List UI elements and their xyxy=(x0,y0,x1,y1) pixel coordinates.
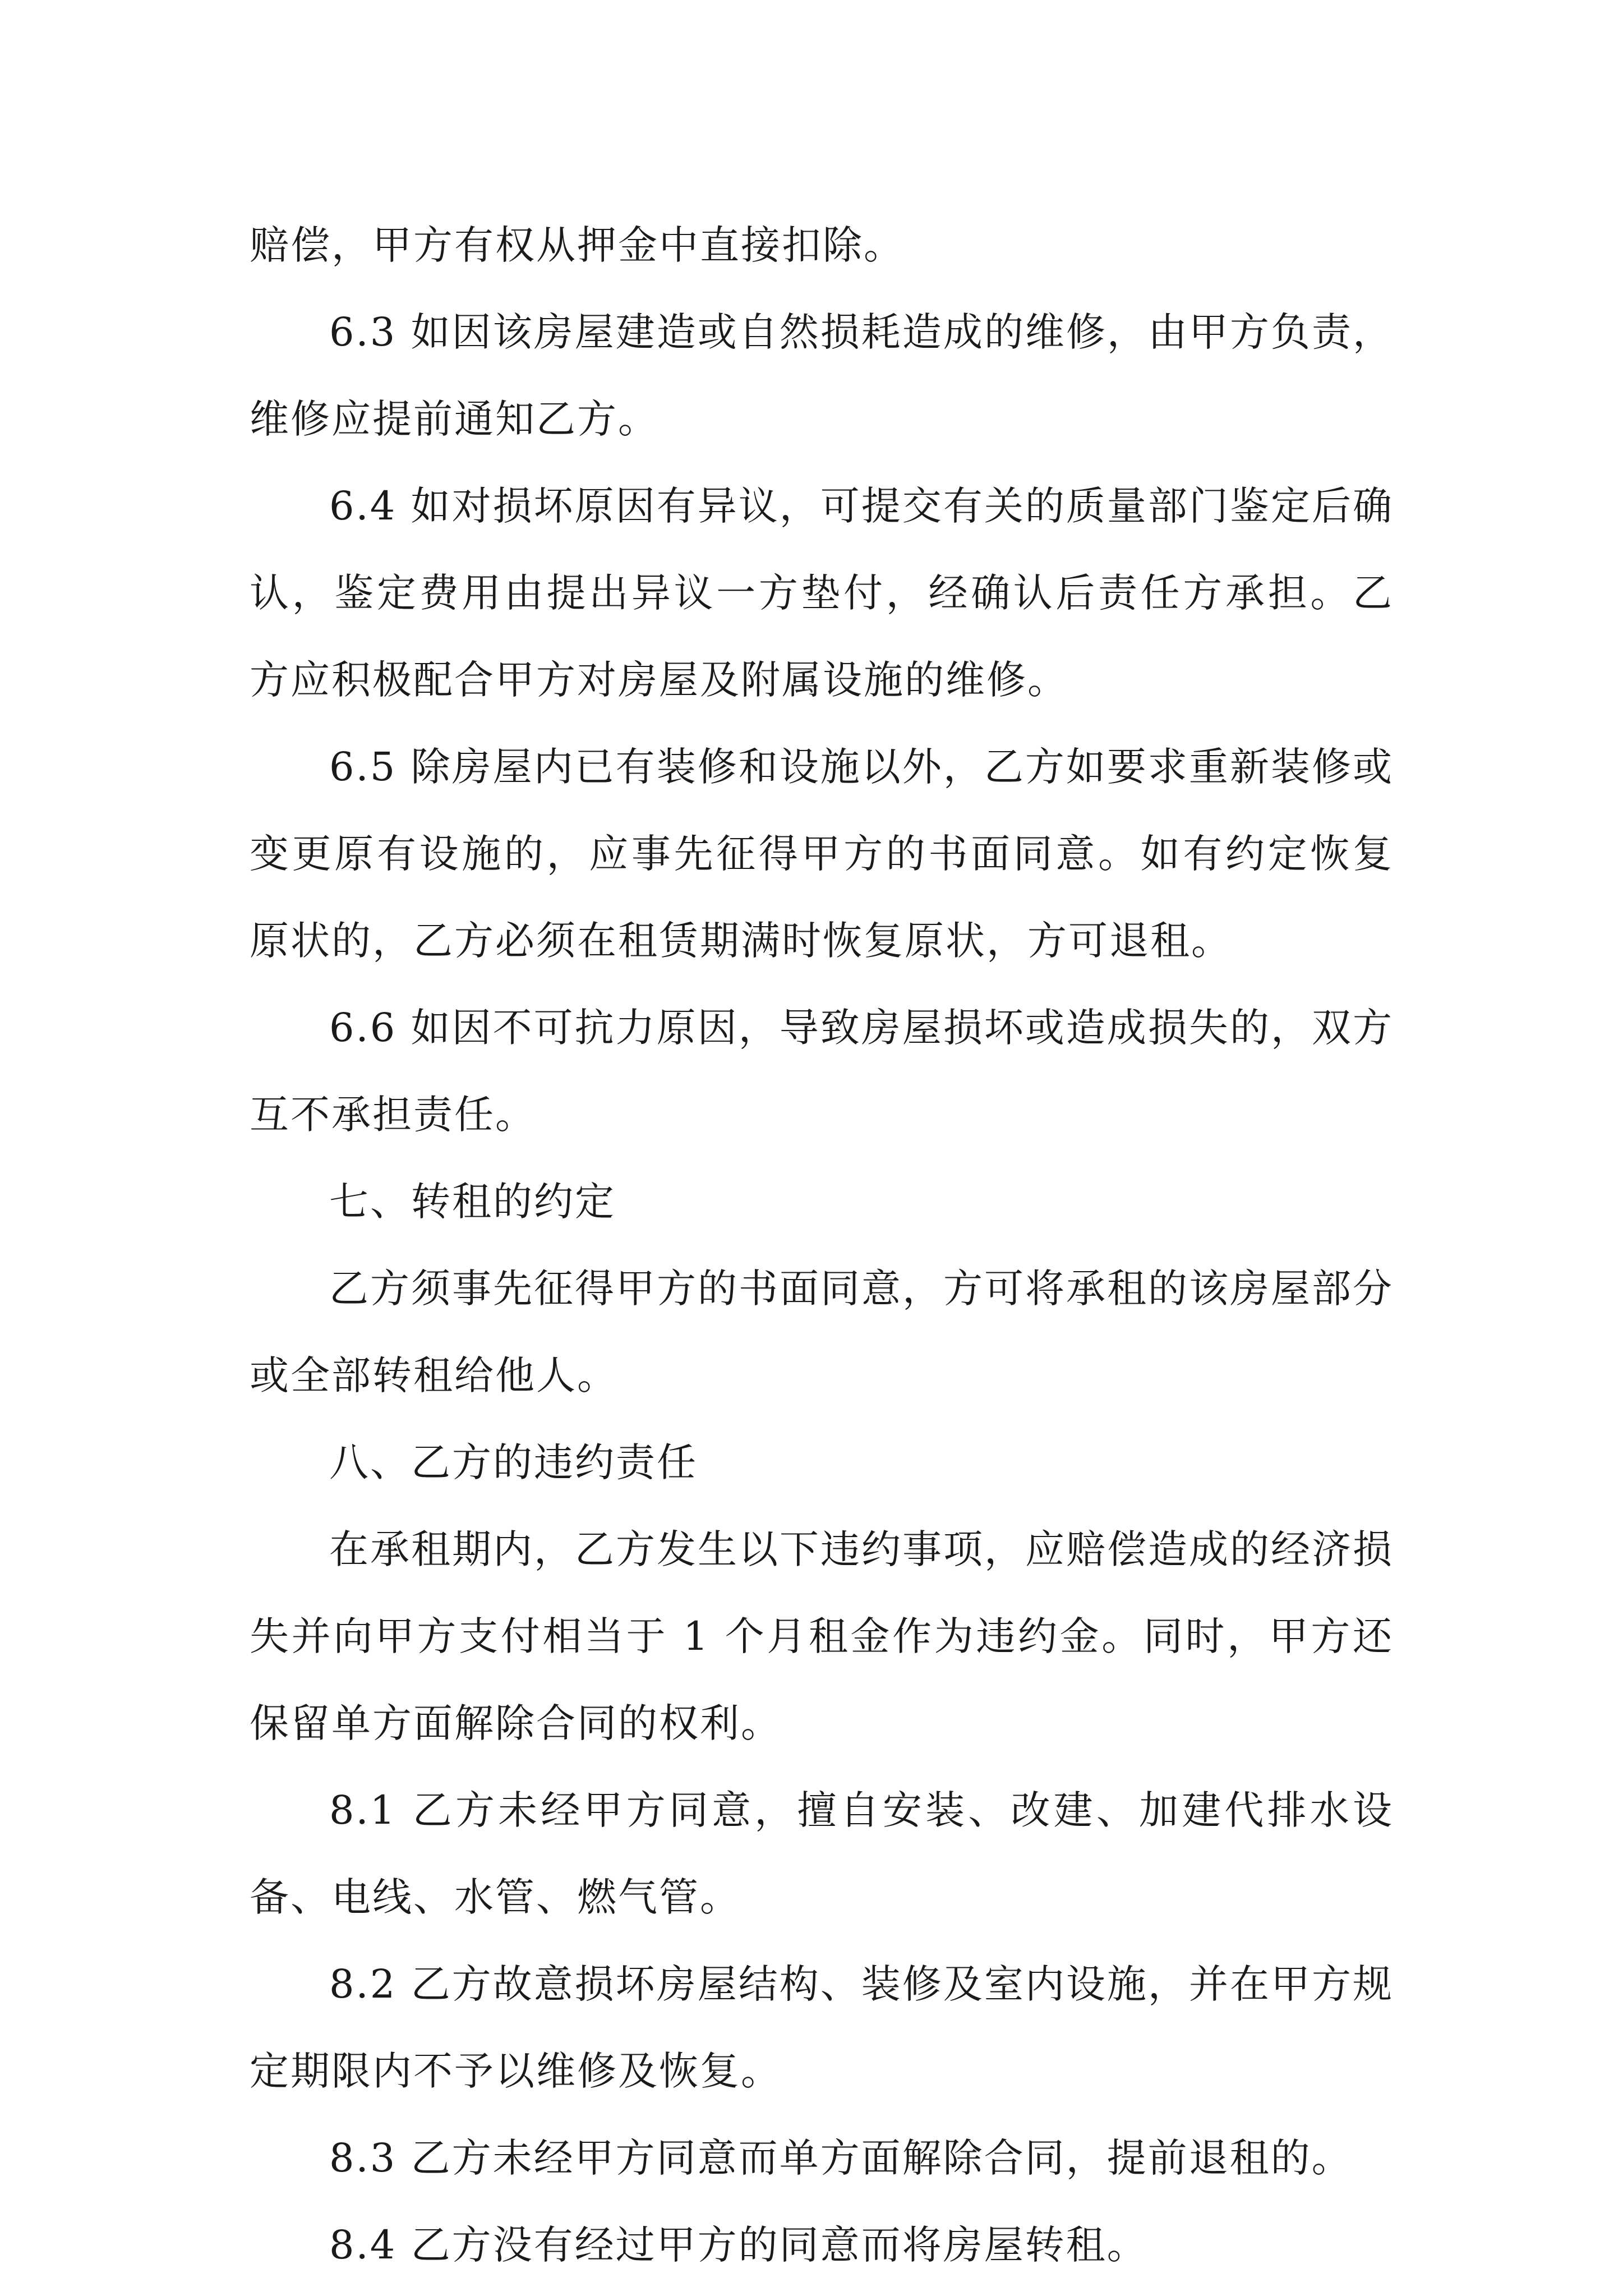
document-body xyxy=(250,202,1394,2289)
clause-8-3: 8.3 乙方未经甲方同意而单方面解除合同，提前退租的。 xyxy=(329,2135,1353,2181)
clause-6-3: 6.3 如因该房屋建造或自然损耗造成的维修，由甲方负责，维修应提前通知乙方。 xyxy=(250,309,1394,442)
clause-8-2: 8.2 乙方故意损坏房屋结构、装修及室内设施，并在甲方规定期限内不予以维修及恢复。 xyxy=(250,1961,1394,2094)
clause-8-4: 8.4 乙方没有经过甲方的同意而将房屋转租。 xyxy=(329,2222,1148,2268)
section-8-body: 在承租期内，乙方发生以下违约事项，应赔偿造成的经济损失并向甲方支付相当于 1 个月租金作为违约金。同时，甲方还保留单方面解除合同的权利。 xyxy=(250,1526,1394,1746)
section-heading-8: 八、乙方的违约责任 xyxy=(329,1439,698,1485)
section-7-body: 乙方须事先征得甲方的书面同意，方可将承租的该房屋部分或全部转租给他人。 xyxy=(250,1266,1394,1398)
clause-6-5: 6.5 除房屋内已有装修和设施以外，乙方如要求重新装修或变更原有设施的，应事先征得甲方的书面同意。如有约定恢复原状的，乙方必须在租赁期满时恢复原状，方可退租。 xyxy=(250,744,1394,964)
paragraph: 赔偿，甲方有权从押金中直接扣除。 xyxy=(250,222,905,268)
clause-6-6: 6.6 如因不可抗力原因，导致房屋损坏或造成损失的，双方互不承担责任。 xyxy=(250,1005,1394,1138)
clause-6-4: 6.4 如对损坏原因有异议，可提交有关的质量部门鉴定后确认，鉴定费用由提出异议一方垫付，经确认后责任方承担。乙方应积极配合甲方对房屋及附属设施的维修。 xyxy=(250,483,1394,703)
clause-8-1: 8.1 乙方未经甲方同意，擅自安装、改建、加建代排水设备、电线、水管、燃气管。 xyxy=(250,1787,1394,1920)
section-heading-7: 七、转租的约定 xyxy=(329,1179,616,1225)
